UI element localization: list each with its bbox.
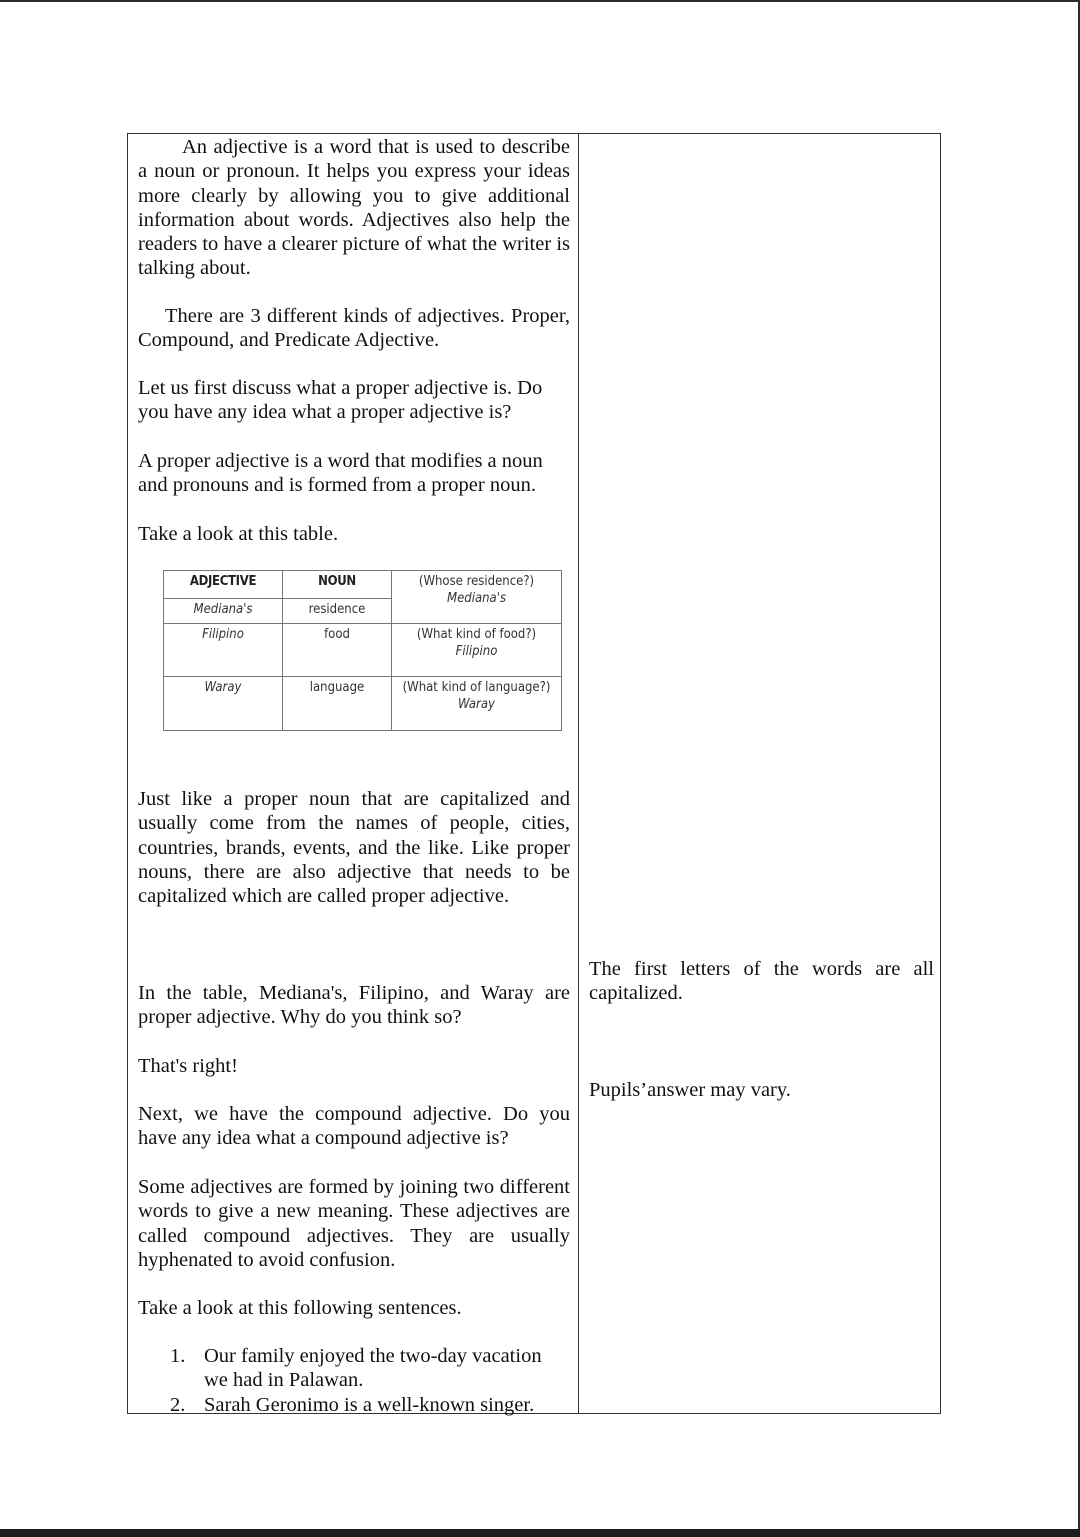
table-prompt: Take a look at this table. (138, 523, 339, 545)
table-cell-noun: food (283, 624, 392, 677)
response-vary: Pupils’answer may vary. (589, 1079, 791, 1101)
table-cell-adjective: Mediana's (164, 599, 283, 624)
sentences-prompt: Take a look at this following sentences. (138, 1297, 462, 1319)
table-question: In the table, Mediana's, Filipino, and Waray are proper adjective. Why do you think so? (138, 982, 570, 1029)
list-item (170, 1344, 570, 1393)
proper-definition: A proper adjective is a word that modifies a noun and pronouns and is formed from a proper noun. (138, 450, 543, 497)
table-cell-noun: language (283, 677, 392, 731)
header-whose-question: (Whose residence?) (418, 574, 535, 589)
table-cell-question-answer: Waray (458, 697, 495, 712)
example-sentences (170, 1344, 570, 1417)
table-cell-noun: residence (283, 599, 392, 624)
header-whose (392, 571, 562, 624)
proper-adjective-table (163, 570, 562, 731)
page-bottom-edge (0, 1529, 1080, 1537)
table-cell-adjective: Filipino (164, 624, 283, 677)
page-top-edge (0, 0, 1080, 2)
table-cell-question-text: (What kind of food?) (416, 627, 537, 642)
list-number: 1. (170, 1345, 186, 1367)
proper-question: Let us first discuss what a proper adjective is. Do you have any idea what a proper adjective is? (138, 377, 543, 424)
table-cell-question-text: (What kind of language?) (402, 680, 551, 695)
header-adjective: ADJECTIVE (164, 571, 283, 599)
response-capitalized: The first letters of the words are all capitalized. (589, 958, 934, 1005)
column-divider (578, 133, 579, 1414)
table-cell-question (392, 624, 562, 677)
compound-question: Next, we have the compound adjective. Do you have any idea what a compound adjective is? (138, 1103, 570, 1150)
header-noun: NOUN (283, 571, 392, 599)
sentence-text: Sarah Geronimo is a well-known singer. (204, 1393, 535, 1416)
header-whose-answer: Mediana's (446, 591, 507, 606)
table-cell-adjective: Waray (164, 677, 283, 731)
list-item (170, 1393, 570, 1417)
intro-paragraph: An adjective is a word that is used to describe a noun or pronoun. It helps you express your ideas more clearly by allowing you to give additional information about words. Adjectives also help the readers to have a clearer picture of what the writer is talking about. (138, 136, 570, 280)
proper-explanation: Just like a proper noun that are capitalized and usually come from the names of people, cities, countries, brands, events, and the like. Like proper nouns, there are also adjective that needs to be capitalized which are called proper adjective. (138, 788, 570, 908)
compound-definition: Some adjectives are formed by joining two different words to give a new meaning. These adjectives are called compound adjectives. They are usually hyphenated to avoid confusion. (138, 1176, 570, 1271)
kinds-paragraph: There are 3 different kinds of adjectives. Proper, Compound, and Predicate Adjective. (138, 305, 570, 352)
table-cell-question-answer: Filipino (455, 644, 498, 659)
sentence-text: Our family enjoyed the two-day vacation we had in Palawan. (204, 1345, 542, 1392)
table-cell-question (392, 677, 562, 731)
list-number: 2. (170, 1393, 186, 1416)
confirm-text: That's right! (138, 1055, 238, 1077)
